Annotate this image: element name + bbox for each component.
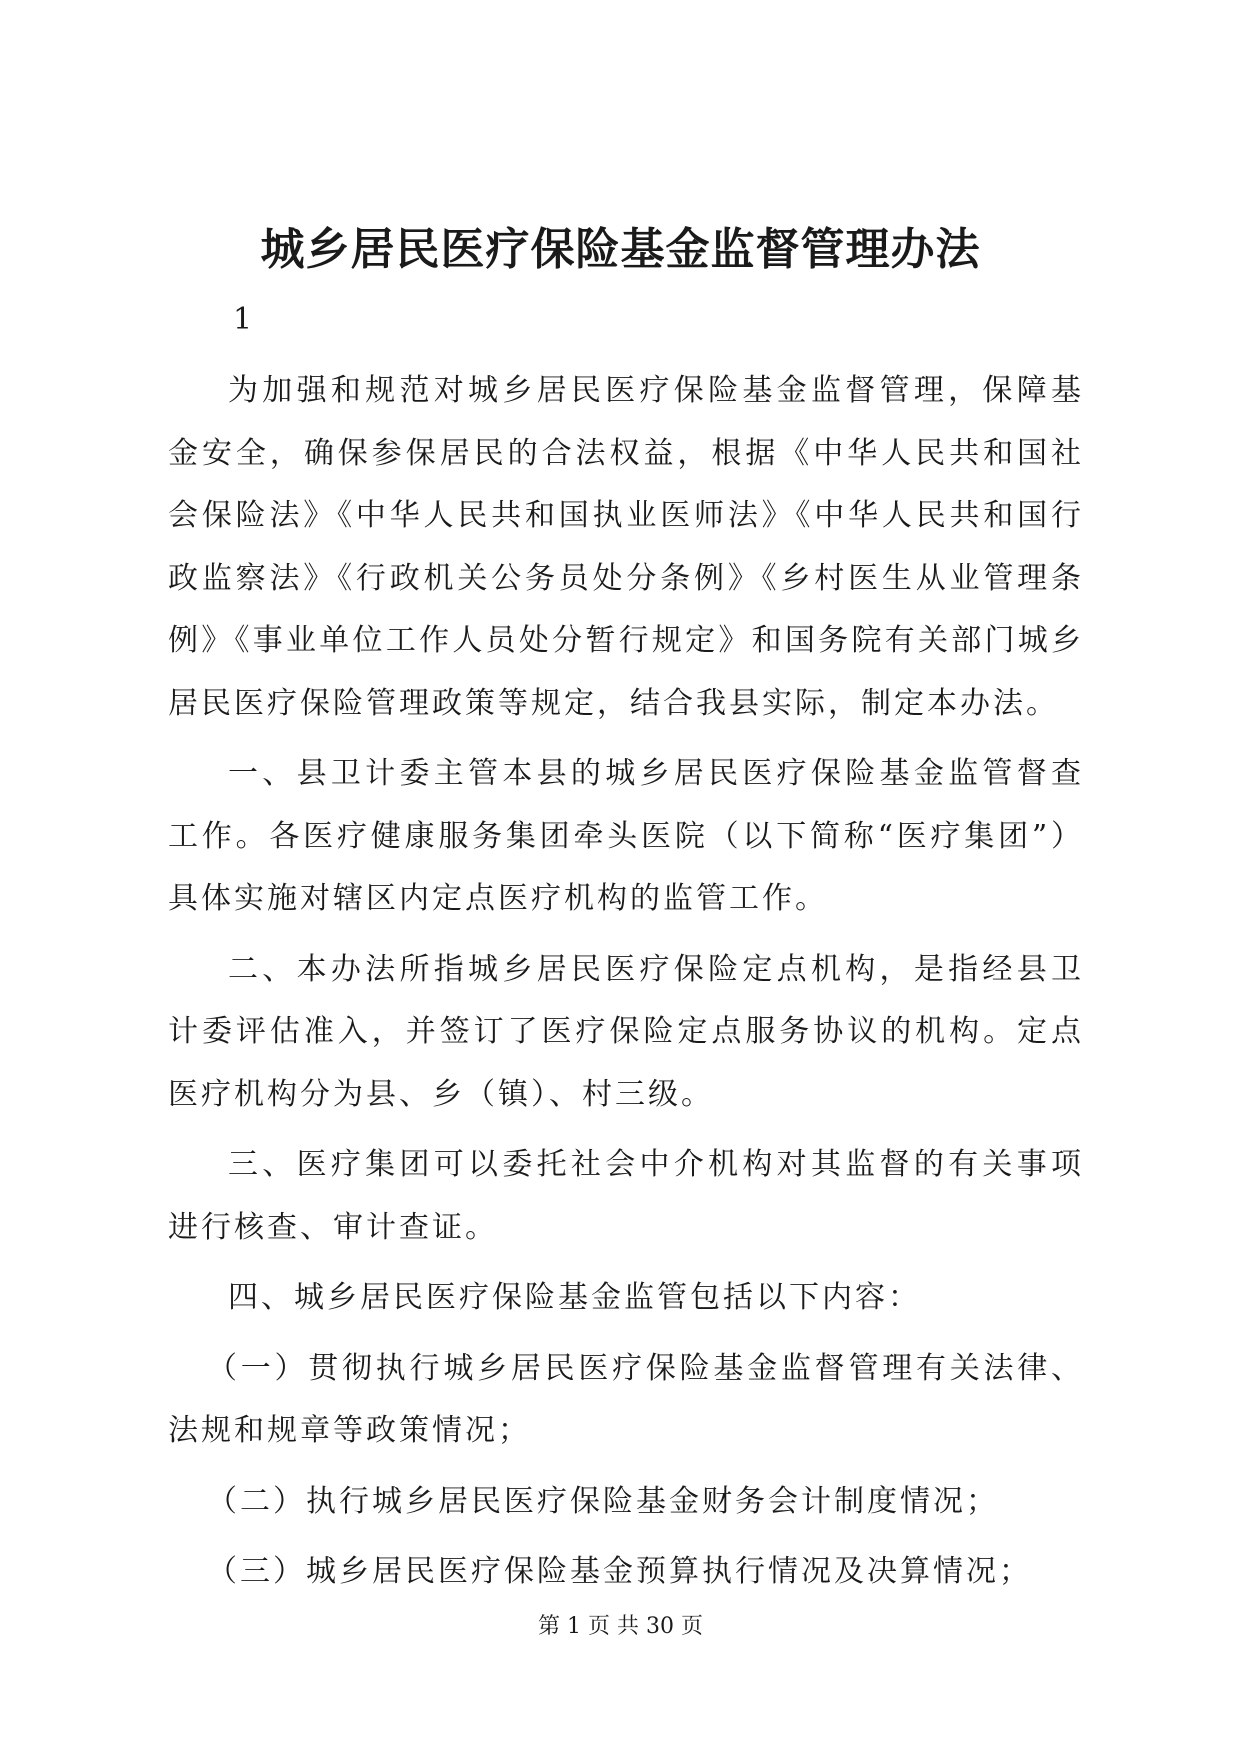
paragraph-article-2: 二、本办法所指城乡居民医疗保险定点机构，是指经县卫计委评估准入，并签订了医疗保险定点服务协议的机构。定点医疗机构分为县、乡（镇）、村三级。 <box>168 951 1084 1112</box>
paragraph-article-4: 四、城乡居民医疗保险基金监管包括以下内容： <box>228 1280 921 1315</box>
page-footer: 第 1 页 共 30 页 <box>538 1614 703 1639</box>
paragraph-intro: 为加强和规范对城乡居民医疗保险基金监督管理，保障基金安全，确保参保居民的合法权益，根据《中华人民共和国社会保险法》《中华人民共和国执业医师法》《中华人民共和国行政监察法》《行政机关公务员处分条例》《乡村医生从业管理条例》《事业单位工作人员处分暂行规定》和国务院有关部门城乡居民医疗保险管理政策等规定，结合我县实际，制定本办法。 <box>168 373 1084 721</box>
section-number: 1 <box>233 302 253 337</box>
paragraph-article-1: 一、县卫计委主管本县的城乡居民医疗保险基金监管督查工作。各医疗健康服务集团牵头医院（以下简称“医疗集团”）具体实施对辖区内定点医疗机构的监管工作。 <box>168 756 1084 916</box>
paragraph-item-1: （一）贯彻执行城乡居民医疗保险基金监督管理有关法律、法规和规章等政策情况； <box>168 1350 1084 1448</box>
paragraph-item-3: （三）城乡居民医疗保险基金预算执行情况及决算情况； <box>207 1554 1032 1589</box>
paragraph-article-3: 三、医疗集团可以委托社会中介机构对其监督的有关事项进行核查、审计查证。 <box>168 1147 1084 1245</box>
document-title: 城乡居民医疗保险基金监督管理办法 <box>260 224 981 275</box>
document-body <box>168 360 1084 1612</box>
paragraph-item-2: （二）执行城乡居民医疗保险基金财务会计制度情况； <box>207 1483 999 1519</box>
